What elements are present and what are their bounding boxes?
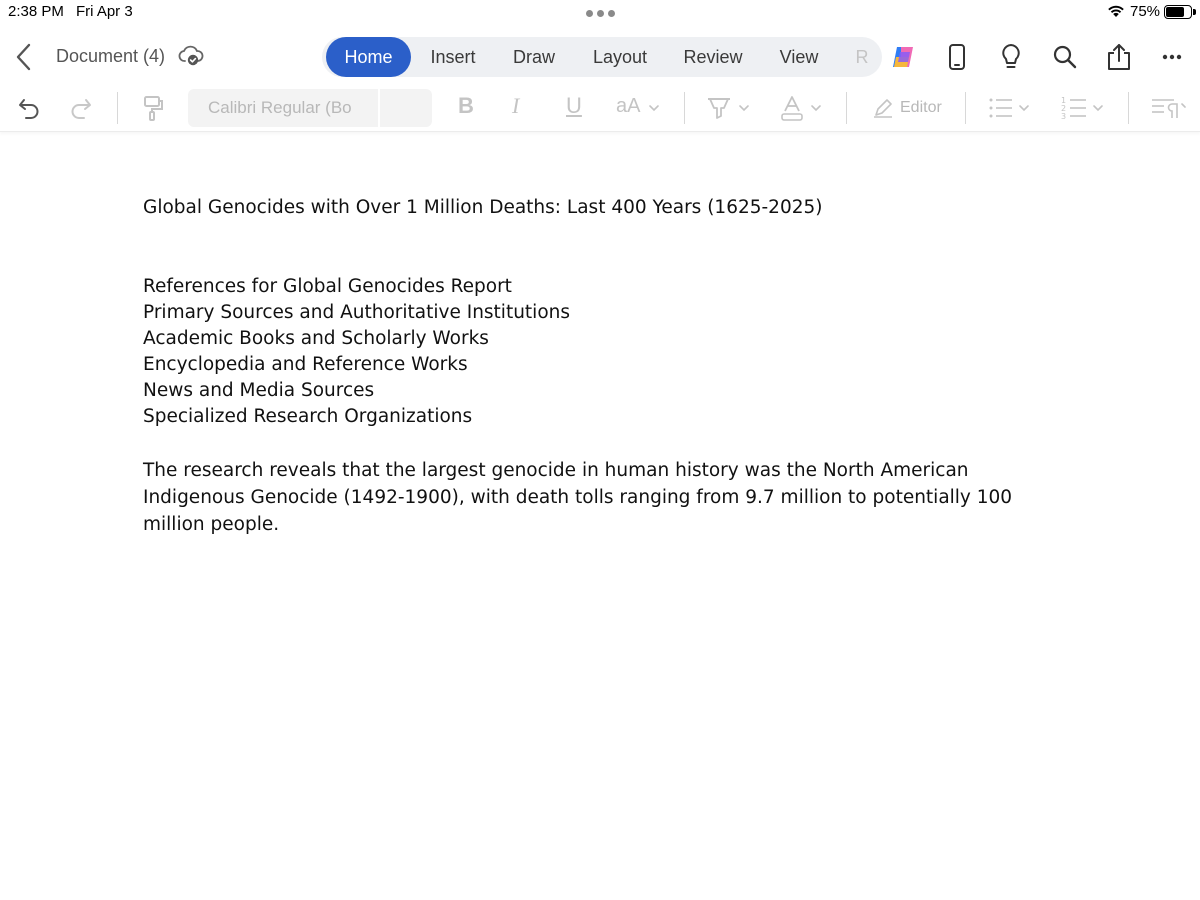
bullet-list-icon[interactable] (986, 94, 1036, 122)
text-size-button[interactable]: aA (616, 95, 641, 117)
search-icon[interactable] (1050, 42, 1080, 72)
battery-percent: 75% (1130, 3, 1161, 20)
font-name-field[interactable]: Calibri Regular (Bo (188, 89, 378, 127)
toolbar-divider (965, 92, 966, 124)
bold-button[interactable]: B (458, 93, 474, 118)
cloud-saved-icon[interactable] (178, 44, 204, 68)
status-time: 2:38 PM (8, 3, 64, 20)
wifi-icon (1107, 4, 1125, 18)
reference-line[interactable]: References for Global Genocides Report (143, 276, 512, 297)
share-icon[interactable] (1104, 42, 1134, 72)
font-color-icon[interactable] (778, 94, 828, 122)
svg-text:3: 3 (1061, 112, 1067, 121)
toolbar-divider (846, 92, 847, 124)
header-bar (0, 30, 1200, 84)
tab-insert[interactable]: Insert (430, 47, 476, 67)
formatting-toolbar (0, 84, 1200, 132)
undo-icon[interactable] (16, 94, 44, 122)
format-painter-icon[interactable] (140, 94, 166, 122)
document-canvas[interactable] (0, 133, 1200, 900)
body-paragraph[interactable]: The research reveals that the largest genocide in human history was the North American Indigenous Genocide (1492-1900), with death tolls ranging from 9.7 million to potentially 100 million people. (143, 460, 1013, 535)
multitasking-dots-icon[interactable] (586, 10, 615, 17)
svg-text:1: 1 (1061, 96, 1067, 105)
editor-label: Editor (900, 99, 942, 116)
reference-line[interactable]: Primary Sources and Authoritative Institutions (143, 302, 570, 323)
highlighter-icon[interactable] (704, 94, 754, 122)
font-size-field[interactable] (380, 89, 432, 127)
document-title[interactable]: Document (4) (56, 46, 166, 66)
tab-home[interactable]: Home (326, 37, 411, 77)
editor-button[interactable] (870, 94, 942, 122)
reference-line[interactable]: News and Media Sources (143, 380, 375, 401)
chevron-down-icon[interactable] (646, 94, 662, 122)
redo-icon[interactable] (66, 94, 94, 122)
paragraph-marks-icon[interactable] (1150, 94, 1190, 122)
italic-button[interactable]: I (512, 93, 520, 118)
toolbar-divider (1128, 92, 1129, 124)
back-chevron-icon[interactable] (12, 42, 36, 72)
ribbon-tabs (322, 37, 882, 77)
phone-view-icon[interactable] (942, 42, 972, 72)
reference-line[interactable]: Academic Books and Scholarly Works (143, 328, 489, 349)
document-title-line[interactable]: Global Genocides with Over 1 Million Deaths: Last 400 Years (1625-2025) (143, 197, 823, 218)
tab-references-partial[interactable]: R (855, 47, 869, 67)
toolbar-divider (684, 92, 685, 124)
numbered-list-icon[interactable] (1060, 94, 1110, 122)
copilot-icon[interactable] (888, 42, 918, 72)
underline-button[interactable]: U (566, 93, 582, 118)
toolbar-divider (117, 92, 118, 124)
tab-review[interactable]: Review (683, 47, 743, 67)
pen-sparkle-icon (872, 97, 894, 119)
tab-layout[interactable]: Layout (592, 47, 648, 67)
reference-line[interactable]: Specialized Research Organizations (143, 406, 473, 427)
reference-line[interactable]: Encyclopedia and Reference Works (143, 354, 468, 375)
more-options-icon[interactable] (1158, 42, 1188, 72)
tab-draw[interactable]: Draw (512, 47, 555, 67)
status-date: Fri Apr 3 (76, 3, 133, 20)
lightbulb-icon[interactable] (996, 42, 1026, 72)
battery-icon (1164, 5, 1192, 19)
status-bar (0, 0, 1200, 24)
svg-text:2: 2 (1061, 104, 1067, 113)
tab-view[interactable]: View (779, 47, 819, 67)
